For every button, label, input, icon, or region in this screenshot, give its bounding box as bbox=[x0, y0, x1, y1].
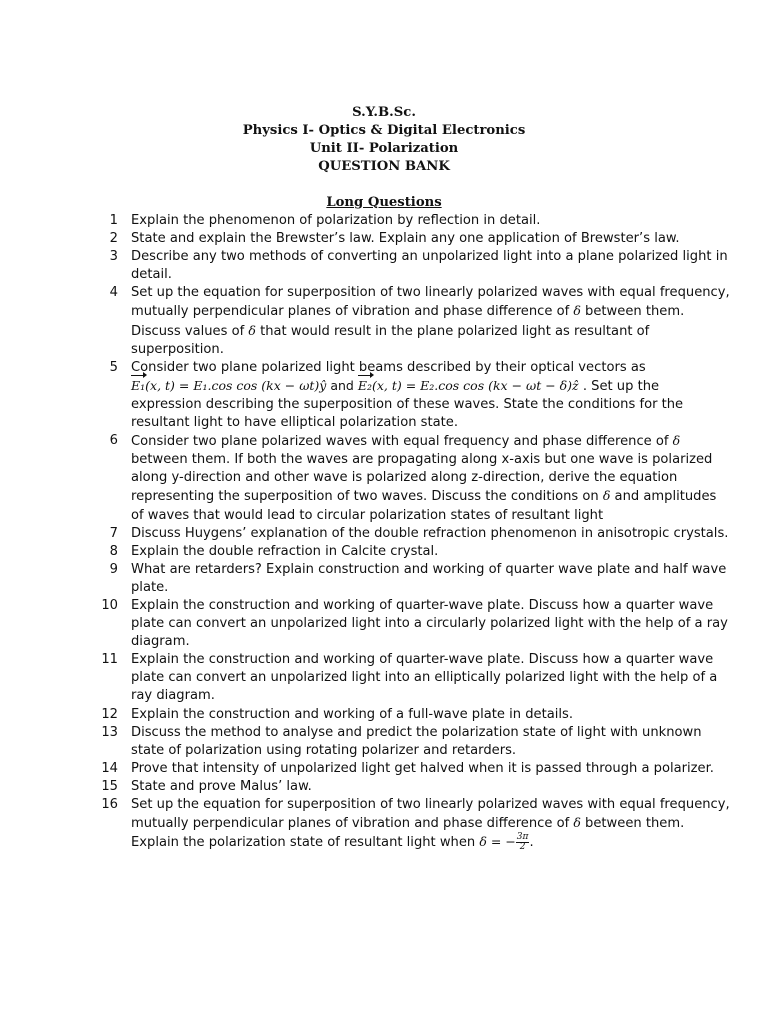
equation-2: (x, t) = E₂.cos cos (kx − ωt − δ)ẑ bbox=[371, 377, 579, 393]
question-number: 13 bbox=[101, 724, 118, 740]
question-item bbox=[92, 543, 732, 561]
question-item bbox=[92, 432, 732, 524]
question-number: 2 bbox=[109, 231, 118, 247]
question-item bbox=[92, 778, 732, 796]
question-number: 1 bbox=[109, 213, 118, 228]
question-number: 8 bbox=[109, 543, 118, 559]
question-item bbox=[92, 248, 732, 284]
vector-e1: E₁ bbox=[131, 377, 145, 395]
question-text: Discuss Huygens’ explanation of the double refraction phenomenon in anisotropic crystals. bbox=[131, 525, 729, 541]
question-text: Explain the phenomenon of polarization by reflection in detail. bbox=[131, 213, 541, 228]
question-text: Explain the construction and working of quarter-wave plate. Discuss how a quarter wave plate can convert an unpolarized light into an elliptically polarized light with the help of a ray diagram. bbox=[131, 652, 718, 704]
delta-symbol: δ bbox=[573, 815, 581, 831]
question-item bbox=[92, 796, 732, 852]
delta-symbol: δ bbox=[248, 322, 256, 338]
question-number: 12 bbox=[101, 706, 118, 722]
question-list bbox=[92, 212, 732, 852]
question-item bbox=[92, 760, 732, 778]
question-text: Consider two plane polarized light beams described by their optical vectors as E₁(x, t) = E₁.cos cos (kx − ωt)ŷ and E₂(x, t) = E₂.cos cos (kx − ωt − δ)ẑ . Set up the expression describing the superposition of these waves. State the conditions for the resultant light to have elliptical polarization state. bbox=[131, 359, 684, 431]
question-number: 3 bbox=[109, 249, 118, 265]
question-number: 7 bbox=[109, 525, 118, 541]
delta-symbol: δ bbox=[573, 303, 581, 319]
fraction-three-pi-over-two: $\frac{3\pi}{2}$ bbox=[516, 832, 529, 853]
question-text: Explain the construction and working of a full-wave plate in details. bbox=[131, 706, 574, 722]
question-text: State and explain the Brewster’s law. Explain any one application of Brewster’s law. bbox=[131, 231, 680, 247]
question-text: What are retarders? Explain construction and working of quarter wave plate and half wave plate. bbox=[131, 561, 727, 595]
question-number: 4 bbox=[109, 285, 118, 301]
question-item bbox=[92, 706, 732, 724]
delta-symbol: δ bbox=[672, 433, 681, 449]
question-item bbox=[92, 359, 732, 432]
question-item bbox=[92, 651, 732, 705]
equation-1: (x, t) = E₁.cos cos (kx − ωt)ŷ bbox=[145, 377, 327, 393]
question-text: Consider two plane polarized waves with equal frequency and phase difference of δ between them. If both the waves are propagating along x-axis but one wave is polarized along y-direction and other wave is polarized along z-direction, derive the equation representing the superposition of two waves. Discuss the conditions on δ and amplitudes of waves that would lead to circular polarization states of resultant light bbox=[131, 433, 717, 523]
question-text: Explain the double refraction in Calcite crystal. bbox=[131, 543, 439, 559]
question-number: 14 bbox=[101, 760, 118, 776]
question-text: Set up the equation for superposition of two linearly polarized waves with equal frequency, mutually perpendicular planes of vibration and phase difference of δ between them. Explain the polarization state of resultant light when δ = − $\frac{3\pi}{2}$ . bbox=[131, 797, 730, 853]
vector-e2: E₂ bbox=[358, 377, 372, 395]
question-number: 6 bbox=[109, 433, 118, 449]
unit-name: Unit II- Polarization bbox=[309, 141, 459, 156]
question-text: Discuss the method to analyse and predict the polarization state of light with unknown state of polarization using rotating polarizer and retarders. bbox=[131, 724, 702, 758]
question-item bbox=[92, 284, 732, 358]
question-item bbox=[92, 230, 732, 248]
question-item bbox=[92, 561, 732, 597]
delta-symbol: δ bbox=[602, 488, 611, 504]
question-item bbox=[92, 724, 732, 760]
question-number: 10 bbox=[101, 597, 118, 613]
question-number: 11 bbox=[101, 652, 118, 668]
question-text: Prove that intensity of unpolarized light get halved when it is passed through a polarizer. bbox=[131, 760, 714, 776]
question-item bbox=[92, 212, 732, 230]
question-text: Describe any two methods of converting an unpolarized light into a plane polarized light in detail. bbox=[131, 249, 728, 283]
question-item bbox=[92, 597, 732, 651]
question-item bbox=[92, 525, 732, 543]
question-number: 5 bbox=[109, 359, 118, 375]
document-header bbox=[0, 104, 768, 212]
question-number: 9 bbox=[109, 561, 118, 577]
paper-name: Physics I- Optics & Digital Electronics bbox=[242, 123, 526, 138]
document-title: QUESTION BANK bbox=[318, 159, 450, 174]
question-text: Set up the equation for superposition of two linearly polarized waves with equal frequency, mutually perpendicular planes of vibration and phase difference of δ between them. Discuss values of δ that would result in the plane polarized light as resultant of superposition. bbox=[131, 285, 730, 357]
question-number: 16 bbox=[101, 797, 118, 812]
section-title: Long Questions bbox=[326, 195, 442, 210]
question-text: Explain the construction and working of quarter-wave plate. Discuss how a quarter wave plate can convert an unpolarized light into a circularly polarized light with the help of a ray diagram. bbox=[131, 597, 728, 650]
course-name: S.Y.B.Sc. bbox=[352, 105, 416, 120]
delta-equation: δ = − bbox=[479, 834, 516, 850]
question-number: 15 bbox=[101, 778, 118, 794]
wave-equations: E₁(x, t) = E₁.cos cos (kx − ωt)ŷ and E₂(x, t) = E₂.cos cos (kx − ωt − δ)ẑ bbox=[131, 378, 579, 393]
question-text: State and prove Malus’ law. bbox=[131, 778, 312, 794]
